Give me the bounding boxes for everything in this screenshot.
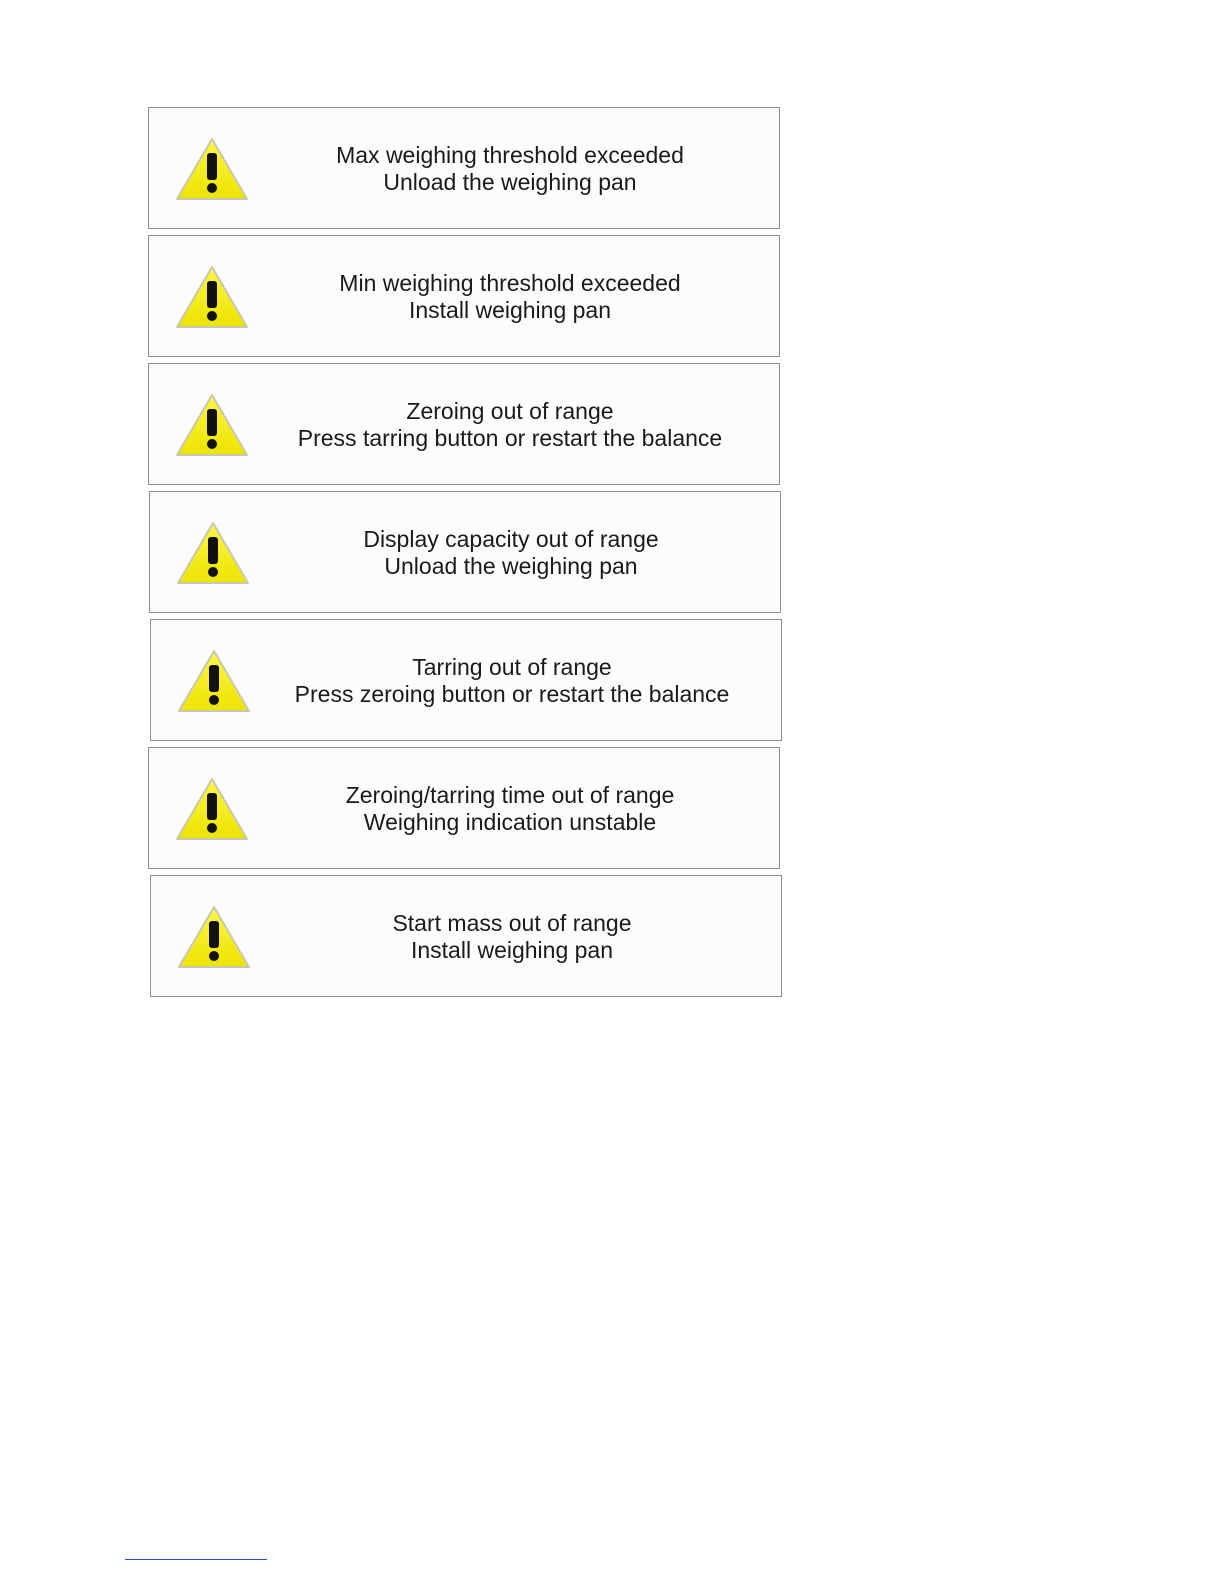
alert-title: Zeroing out of range [406, 398, 614, 424]
warning-triangle-icon [175, 776, 249, 842]
alert-message [271, 910, 753, 964]
warning-triangle-icon [175, 392, 249, 458]
alert-title: Max weighing threshold exceeded [336, 142, 684, 168]
alert-title: Display capacity out of range [363, 526, 659, 552]
warning-triangle-icon [175, 136, 249, 202]
alert-zeroing-tarring-time [148, 747, 780, 869]
alert-message [271, 654, 753, 708]
alert-instruction: Unload the weighing pan [383, 169, 637, 195]
warning-triangle-icon [176, 520, 250, 586]
alert-title: Zeroing/tarring time out of range [345, 782, 675, 808]
alert-message [269, 142, 751, 196]
alert-max-threshold [148, 107, 780, 229]
alert-title: Min weighing threshold exceeded [339, 270, 681, 296]
warning-triangle-icon [175, 264, 249, 330]
alert-display-capacity [149, 491, 781, 613]
alert-start-mass [150, 875, 782, 997]
alert-instruction: Press tarring button or restart the balance [297, 425, 723, 451]
alert-title: Tarring out of range [412, 654, 612, 680]
alert-message [270, 526, 752, 580]
alert-instruction: Install weighing pan [408, 297, 612, 323]
alert-tarring-range [150, 619, 782, 741]
warning-triangle-icon [177, 648, 251, 714]
alert-title: Start mass out of range [392, 910, 632, 936]
alert-instruction: Install weighing pan [410, 937, 614, 963]
alert-zeroing-range [148, 363, 780, 485]
warning-triangle-icon [177, 904, 251, 970]
alert-instruction: Press zeroing button or restart the balance [294, 681, 730, 707]
alert-min-threshold [148, 235, 780, 357]
alert-list [148, 107, 780, 1003]
alert-message [269, 398, 751, 452]
alert-instruction: Weighing indication unstable [363, 809, 657, 835]
alert-message [269, 782, 751, 836]
alert-instruction: Unload the weighing pan [384, 553, 638, 579]
alert-message [269, 270, 751, 324]
footnote-separator [125, 1559, 267, 1560]
